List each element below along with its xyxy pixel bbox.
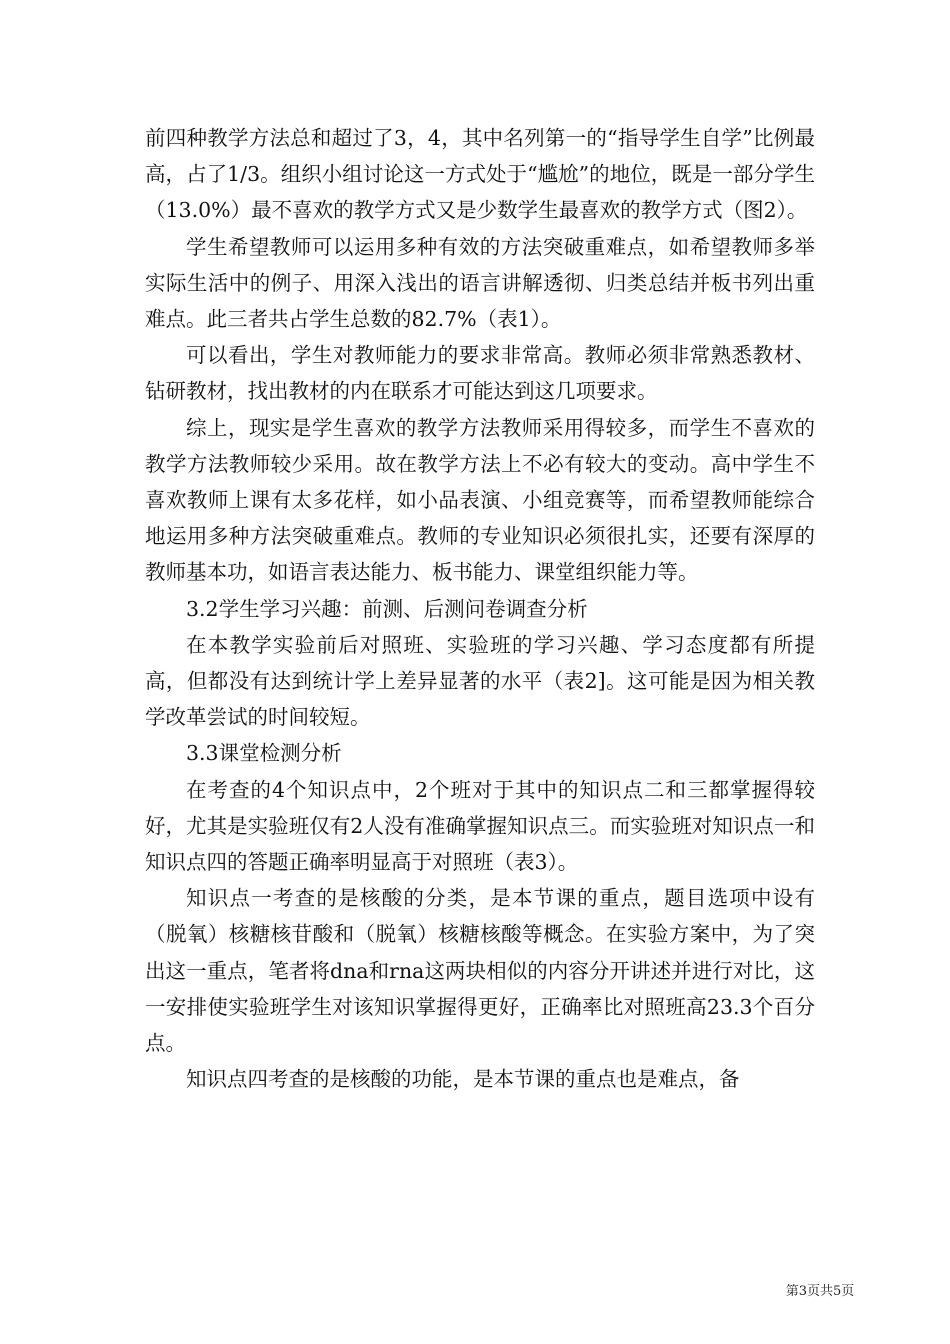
paragraph-5: 在本教学实验前后对照班、实验班的学习兴趣、学习态度都有所提高，但都没有达到统计学上差异显著的水平（表2]。这可能是因为相关教学改革尝试的时间较短。 bbox=[145, 632, 815, 730]
document-body bbox=[145, 120, 815, 1097]
paragraph-3: 可以看出，学生对教师能力的要求非常高。教师必须非常熟悉教材、钻研教材，找出教材的内在联系才可能达到这几项要求。 bbox=[145, 343, 815, 404]
paragraph-7: 知识点一考查的是核酸的分类，是本节课的重点，题目选项中设有（脱氧）核糖核苷酸和（脱氧）核糖核酸等概念。在实验方案中，为了突出这一重点，笔者将dna和rna这两块相似的内容分开讲述并进行对比，这一安排使实验班学生对该知识掌握得更好，正确率比对照班高23.3个百分点。 bbox=[145, 886, 815, 1056]
section-heading-3-2: 3.2学生学习兴趣：前测、后测问卷调查分析 bbox=[186, 596, 588, 621]
paragraph-8: 知识点四考查的是核酸的功能，是本节课的重点也是难点，备 bbox=[186, 1067, 740, 1092]
paragraph-1: 前四种教学方法总和超过了3，4，其中名列第一的“指导学生自学”比例最高，占了1/3。组织小组讨论这一方式处于“尴尬”的地位，既是一部分学生（13.0%）最不喜欢的教学方式又是少数学生最喜欢的教学方式（图2）。 bbox=[145, 126, 815, 223]
paragraph-2: 学生希望教师可以运用多种有效的方法突破重难点，如希望教师多举实际生活中的例子、用深入浅出的语言讲解透彻、归类总结并板书列出重难点。此三者共占学生总数的82.7%（表1）。 bbox=[145, 234, 815, 332]
page-footer bbox=[0, 1280, 950, 1299]
page-number: 第3页共5页 bbox=[785, 1284, 855, 1299]
paragraph-4: 综上，现实是学生喜欢的教学方法教师采用得较多，而学生不喜欢的教学方法教师较少采用。故在教学方法上不必有较大的变动。高中学生不喜欢教师上课有太多花样，如小品表演、小组竞赛等，而希望教师能综合地运用多种方法突破重难点。教师的专业知识必须很扎实，还要有深厚的教师基本功，如语言表达能力、板书能力、课堂组织能力等。 bbox=[145, 415, 815, 585]
section-heading-3-3: 3.3课堂检测分析 bbox=[186, 741, 342, 766]
paragraph-6: 在考查的4个知识点中，2个班对于其中的知识点二和三都掌握得较好，尤其是实验班仅有2人没有准确掌握知识点三。而实验班对知识点一和知识点四的答题正确率明显高于对照班（表3）。 bbox=[145, 777, 815, 875]
